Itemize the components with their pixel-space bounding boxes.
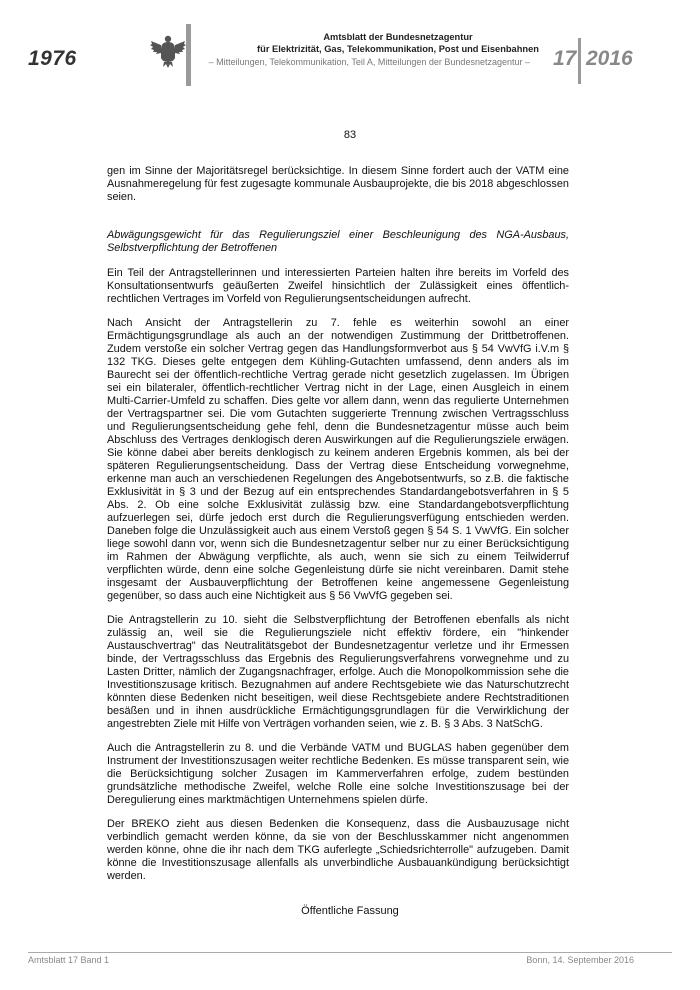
issue-number: 17	[553, 47, 577, 70]
footer-left: Amtsblatt 17 Band 1	[28, 955, 110, 965]
issue-year: 2016	[586, 47, 633, 70]
header-divider	[186, 24, 191, 86]
journal-title: Amtsblatt der Bundesnetzagentur	[323, 32, 473, 42]
section-label: – Mitteilungen, Telekommunikation, Teil A, Mitteilungen der Bundesnetzagentur –	[208, 57, 530, 67]
paragraph: Ein Teil der Antragstellerinnen und interessierten Parteien halten ihre bereits im Vorfeld des Konsultationsentwurfs geäußerten Zweifel hinsichtlich der Zulässigkeit eines öffentlich-rechtlichen Vertrages im Vorfeld von Regulierungsentscheidungen aufrecht.	[107, 267, 569, 305]
paragraph: Nach Ansicht der Antragstellerin zu 7. fehle es weiterhin sowohl an einer Ermächtigungsgrundlage als auch an der notwendigen Zustimmung der Drittbetroffenen. Zudem verstoße ein solcher Vertrag gegen das Handlungsformverbot aus § 54 VwVfG i.V.m § 132 TKG. Dieses gelte entgegen dem Kühling-Gutachten umfassend, denn anders als im Baurecht sei der öffentlich-rechtliche Vertrag gerade nicht gesetzlich zugelassen. Im Übrigen sei ein bilateraler, öffentlich-rechtlicher Vertrag nicht in der Lage, einen Ausgleich in einem Multi-Carrier-Umfeld zu schaffen. Dies gelte vor allem dann, wenn das regulierte Unternehmen der Vertragspartner sei. Die vom Gutachten suggerierte Trennung zwischen Vertragsschluss und Regulierungsentscheidung gehe fehl, denn die Bundesnetzagentur müsse auch beim Abschluss des Vertrages denklogisch deren Auswirkungen auf die Regulierungsziele erwägen. Sie könne dabei aber bereits denklogisch zu keinem anderen Ergebnis kommen, als bei der späteren Regulierungsentscheidung. Dass der Vertrag diese Entscheidung vorwegnehme, erkenne man auch an verschiedenen Regelungen des Angebotsentwurfs, so z.B. die faktische Exklusivität in § 3 und der Bezug auf ein entsprechendes Standardangebotsverfahren in § 5 Abs. 2. Ob eine solche Exklusivität zulässig bzw. eine Standardangebotsverpflichtung aufzuerlegen sei, dürfe jedoch erst durch die Regulierungsverfügung entschieden werden. Daneben folge die Unzulässigkeit auch aus einem Verstoß gegen § 54 S. 1 VwVfG. Ein solcher liege sowohl dann vor, wenn sich die Bundesnetzagentur selber nur zu einer Berücksichtigung im Rahmen der Abwägung verpflichte, als auch, wenn sie sich zu einem Teilwiderruf verpflichten würde, denn eine solche Gegenleistung dürfe sie nicht vereinbaren. Damit stehe insgesamt der Ausbauverpflichtung der Betroffenen keine angemessene Gegenleistung gegenüber, so dass auch eine Nichtigkeit aus § 56 VwVfG gegeben sei.	[107, 317, 569, 602]
footer-right: Bonn, 14. September 2016	[526, 955, 634, 965]
page-number: 83	[343, 129, 357, 141]
section-heading: Abwägungsgewicht für das Regulierungsziel einer Beschleunigung des NGA-Ausbaus, Selbstverpflichtung der Betroffenen	[107, 229, 569, 254]
paragraph: Der BREKO zieht aus diesen Bedenken die Konsequenz, dass die Ausbauzusage nicht verbindlich gemacht werden könne, da sie von der Beschlusskammer nicht angenommen werden könne, ohne die ihr nach dem TKG auferlegte „Schiedsrichterrolle" aufzugeben. Damit könne die Investitionszusage allenfalls als unverbindliche Ausbauankündigung berücksichtigt werden.	[107, 818, 569, 882]
paragraph: Auch die Antragstellerin zu 8. und die Verbände VATM und BUGLAS haben gegenüber dem Instrument der Investitionszusagen weiter rechtliche Bedenken. Es müsse transparent sein, wie die Berücksichtigung solcher Zusagen im Kammerverfahren erfolge, zudem bestünden grundsätzliche methodische Zweifel, welche Rolle eine solche Investitionszusage bei der Deregulierung eines marktmächtigen Unternehmens spielen dürfe.	[107, 742, 569, 806]
issue-divider	[578, 38, 581, 84]
footer-divider	[28, 952, 672, 953]
journal-subtitle: für Elektrizität, Gas, Telekommunikation, Post und Eisenbahnen	[257, 44, 539, 54]
paragraph: Die Antragstellerin zu 10. sieht die Selbstverpflichtung der Betroffenen ebenfalls als nicht zulässig an, weil sie die Regulierungsziele nicht effektiv fördere, ein "hinkender Austauschvertrag" das Neutralitätsgebot der Bundesnetzagentur verletze und ihr Ermessen binde, der Vertragsschluss das Ergebnis des Regulierungsverfahrens vorwegnehme und zu Lasten Dritter, nämlich der Zugangsnachfrager, erfolge. Auch die Monopolkommission sehe die Investitionszusage kritisch. Bezugnahmen auf andere Rechtsgebiete wie das Naturschutzrecht könnten diese Bedenken nicht beseitigen, weil diese Rechtsgebiete andere Rechtstraditionen besäßen und in ihnen ausdrückliche Ermächtigungsgrundlagen für die Verwirklichung der angestrebten Ziele mit Hilfe von Verträgen vorhanden seien, wie z. B. § 3 Abs. 3 NatSchG.	[107, 614, 569, 730]
paragraph: gen im Sinne der Majoritätsregel berücksichtige. In diesem Sinne fordert auch der VATM eine Ausnahmeregelung für fest zugesagte kommunale Ausbauprojekte, die bis 2018 abgeschlossen seien.	[107, 165, 569, 203]
page-label: 1976	[28, 47, 77, 70]
public-version-label: Öffentliche Fassung	[301, 905, 399, 917]
federal-eagle-icon	[148, 30, 188, 70]
document-body	[107, 165, 569, 894]
